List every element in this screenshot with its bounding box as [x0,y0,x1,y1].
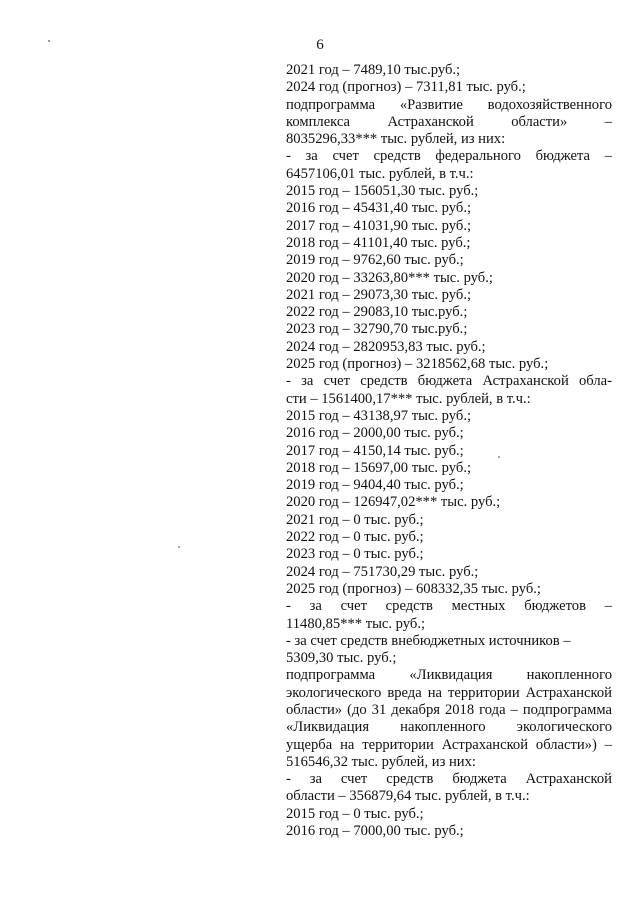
text-line: 2023 год – 32790,70 тыс.руб.; [286,321,468,338]
text-line: 2020 год – 126947,02*** тыс. руб.; [286,494,501,511]
scan-speck [48,40,50,42]
text-line: 6457106,01 тыс. рублей, в т.ч.: [286,165,474,182]
scan-speck [178,546,180,548]
text-line: подпрограмма «Ликвидация накопленного [286,667,612,684]
text-line: 2019 год – 9404,40 тыс. руб.; [286,477,464,494]
text-line: 2020 год – 33263,80*** тыс. руб.; [286,269,493,286]
text-line: 2015 год – 43138,97 тыс. руб.; [286,407,472,424]
text-line: 2023 год – 0 тыс. руб.; [286,546,424,563]
text-line: подпрограмма «Развитие водохозяйственного [286,96,612,113]
text-line: - за счет средств федерального бюджета – [286,148,612,165]
text-line: 2018 год – 15697,00 тыс. руб.; [286,459,472,476]
text-line: 2025 год (прогноз) – 608332,35 тыс. руб.; [286,580,541,597]
text-line: 2015 год – 0 тыс. руб.; [286,805,424,822]
text-line: 2022 год – 0 тыс. руб.; [286,529,424,546]
text-line: сти – 1561400,17*** тыс. рублей, в т.ч.: [286,390,531,407]
text-line: 5309,30 тыс. руб.; [286,650,397,667]
text-line: ущерба на территории Астраханской области») – [286,736,612,753]
text-line: 2016 год – 45431,40 тыс. руб.; [286,200,472,217]
text-line: «Ликвидация накопленного экологического [286,719,612,736]
text-line: 516546,32 тыс. рублей, из них: [286,753,476,770]
text-line: области» (до 31 декабря 2018 года – подпрограмма [286,701,612,718]
text-line: 2016 год – 2000,00 тыс. руб.; [286,425,464,442]
text-line: 2024 год – 751730,29 тыс. руб.; [286,563,479,580]
text-line: - за счет средств бюджета Астраханской [286,771,612,788]
text-line: 2025 год (прогноз) – 3218562,68 тыс. руб.; [286,356,549,373]
text-line: 2015 год – 156051,30 тыс. руб.; [286,183,479,200]
text-line: 2017 год – 4150,14 тыс. руб.; [286,442,464,459]
text-line: 2017 год – 41031,90 тыс. руб.; [286,217,472,234]
text-line: - за счет средств внебюджетных источников – [286,632,571,649]
text-line: 2018 год – 41101,40 тыс. руб.; [286,234,471,251]
text-line: комплекса Астраханской области» – [286,113,612,130]
text-line: области – 356879,64 тыс. рублей, в т.ч.: [286,788,530,805]
text-line: 8035296,33*** тыс. рублей, из них: [286,131,506,148]
text-line: 2019 год – 9762,60 тыс. руб.; [286,252,464,269]
text-line: 2021 год – 0 тыс. руб.; [286,511,424,528]
text-line: 2024 год (прогноз) – 7311,81 тыс. руб.; [286,79,526,96]
document-body [286,62,612,840]
text-line: - за счет средств местных бюджетов – [286,598,612,615]
text-line: 2022 год – 29083,10 тыс.руб.; [286,304,468,321]
text-line: 2024 год – 2820953,83 тыс. руб.; [286,338,486,355]
page-number: 6 [316,37,324,53]
text-line: 11480,85*** тыс. руб.; [286,615,426,632]
text-line: 2016 год – 7000,00 тыс. руб.; [286,823,464,840]
text-line: 2021 год – 7489,10 тыс.руб.; [286,62,461,78]
text-line: 2021 год – 29073,30 тыс. руб.; [286,286,472,303]
text-line: - за счет средств бюджета Астраханской обла- [286,373,612,390]
scan-speck [498,456,500,458]
text-line: экологического вреда на территории Астраханской [286,684,612,701]
